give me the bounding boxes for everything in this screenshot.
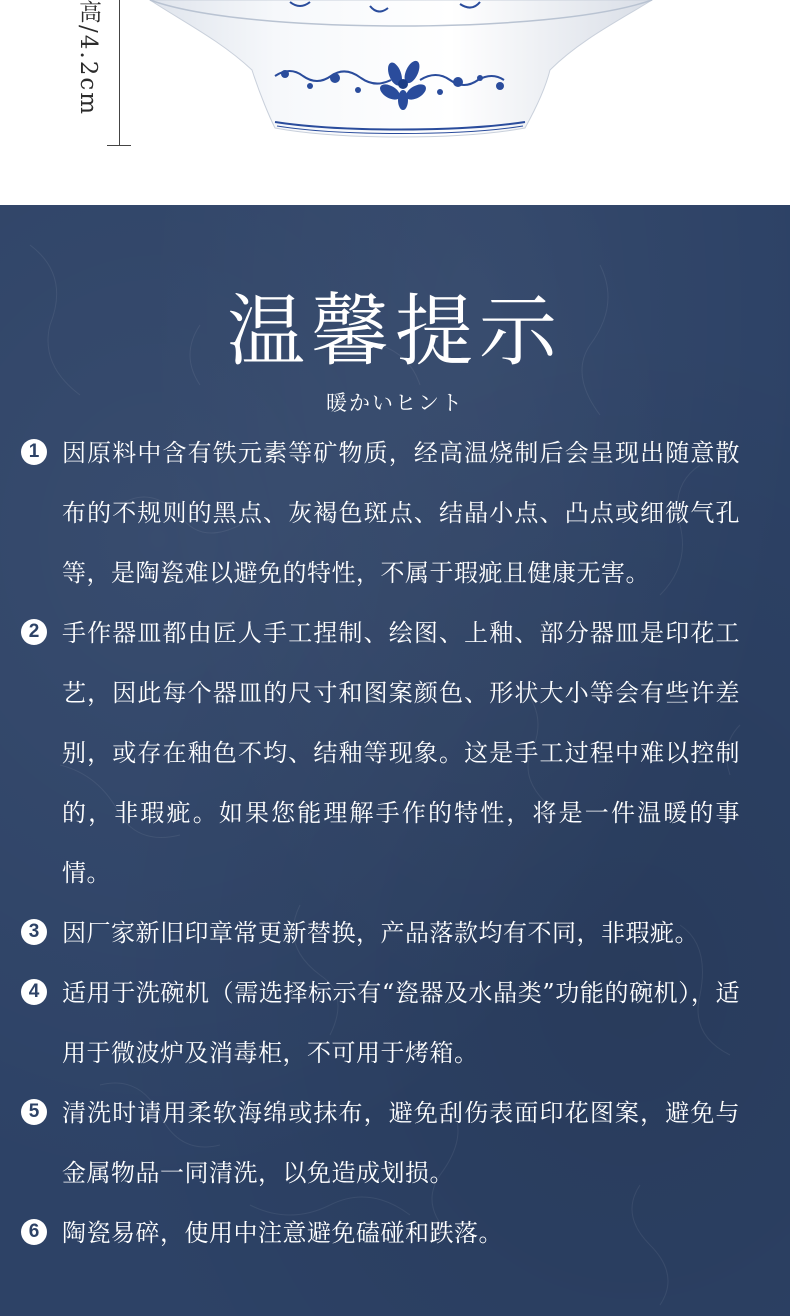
tip-text: 手作器皿都由匠人手工捏制、绘图、上釉、部分器皿是印花工艺，因此每个器皿的尺寸和图案颜色、形状大小等会有些许差别，或存在釉色不均、结釉等现象。这是手工过程中难以控制的，非瑕疵。如果您能理解手作的特性，将是一件温暖的事情。	[62, 619, 740, 887]
porcelain-bowl-image	[140, 0, 660, 150]
tip-number-badge: 6	[21, 1219, 47, 1245]
panel-subtitle: 暖かいヒント	[326, 391, 464, 415]
tip-item	[20, 1083, 790, 1203]
tip-number-badge: 4	[21, 979, 47, 1005]
tip-item	[20, 1203, 790, 1263]
tip-item	[20, 903, 790, 963]
tip-text: 清洗时请用柔软海绵或抹布，避免刮伤表面印花图案，避免与金属物品一同清洗，以免造成划损。	[62, 1099, 740, 1187]
tip-number-badge: 5	[21, 1099, 47, 1125]
tip-number-badge: 2	[21, 619, 47, 645]
warm-tips-panel	[0, 205, 790, 1316]
tip-text: 因原料中含有铁元素等矿物质，经高温烧制后会呈现出随意散布的不规则的黑点、灰褐色斑点、结晶小点、凸点或细微气孔等，是陶瓷难以避免的特性，不属于瑕疵且健康无害。	[62, 439, 740, 587]
tip-text: 陶瓷易碎，使用中注意避免磕碰和跌落。	[62, 1219, 503, 1247]
tip-number-badge: 1	[21, 439, 47, 465]
tip-item	[20, 423, 790, 603]
product-image-area	[0, 0, 790, 205]
tip-item	[20, 963, 790, 1083]
dimension-line	[119, 0, 120, 146]
panel-title: 温馨提示	[226, 287, 563, 377]
dimension-tick	[107, 145, 131, 146]
tip-text: 因厂家新旧印章常更新替换，产品落款均有不同，非瑕疵。	[62, 919, 699, 947]
tips-list	[20, 423, 790, 1263]
tip-number-badge: 3	[21, 919, 47, 945]
height-dimension-label: 高/4.2cm	[75, 0, 101, 117]
tip-item	[20, 603, 790, 903]
tip-text: 适用于洗碗机（需选择标示有“瓷器及水晶类”功能的碗机），适用于微波炉及消毒柜，不可用于烤箱。	[62, 979, 740, 1067]
